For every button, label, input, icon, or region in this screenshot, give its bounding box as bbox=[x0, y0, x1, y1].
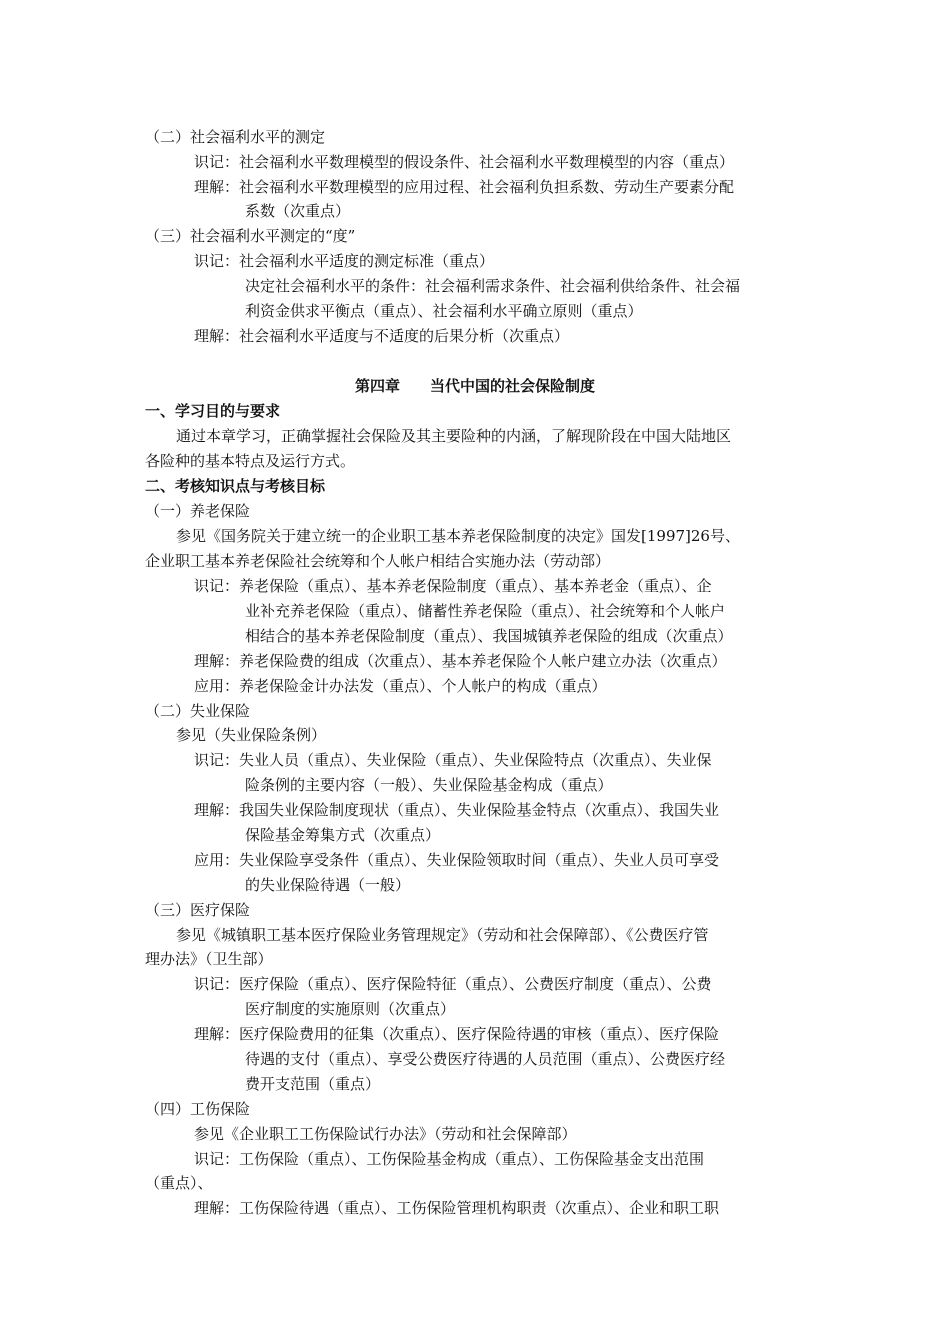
understand-line: 理解：社会福利水平数理模型的应用过程、社会福利负担系数、劳动生产要素分配 bbox=[194, 178, 735, 196]
recall-line-cont: （重点）、 bbox=[145, 1174, 213, 1192]
recall-line-cont: 决定社会福利水平的条件：社会福利需求条件、社会福利供给条件、社会福 bbox=[245, 277, 741, 295]
part-heading: 一、学习目的与要求 bbox=[145, 402, 281, 420]
understand-line: 理解：医疗保险费用的征集（次重点）、医疗保险待遇的审核（重点）、医疗保险 bbox=[194, 1025, 720, 1043]
reference-line: 参见《国务院关于建立统一的企业职工基本养老保险制度的决定》国发[1997]26号、 bbox=[176, 527, 740, 545]
recall-line-cont: 险条例的主要内容（一般）、失业保险基金构成（重点） bbox=[245, 776, 613, 794]
reference-line: 参见《城镇职工基本医疗保险业务管理规定》（劳动和社会保障部）、《公费医疗管 bbox=[176, 926, 709, 944]
understand-line: 理解：养老保险费的组成（次重点）、基本养老保险个人帐户建立办法（次重点） bbox=[194, 652, 727, 670]
understand-line-cont: 系数（次重点） bbox=[245, 202, 351, 220]
section-heading: （三）社会福利水平测定的“度” bbox=[145, 227, 356, 245]
section-heading: （一）养老保险 bbox=[145, 502, 251, 520]
recall-line-cont: 相结合的基本养老保险制度（重点）、我国城镇养老保险的组成（次重点） bbox=[245, 627, 733, 645]
section-heading: （四）工伤保险 bbox=[145, 1100, 251, 1118]
apply-line: 应用：养老保险金计办法发（重点）、个人帐户的构成（重点） bbox=[194, 677, 607, 695]
understand-line-cont: 保险基金筹集方式（次重点） bbox=[245, 826, 441, 844]
reference-line: 参见（失业保险条例） bbox=[176, 726, 327, 744]
apply-line-cont: 的失业保险待遇（一般） bbox=[245, 876, 411, 894]
understand-line-cont: 待遇的支付（重点）、享受公费医疗待遇的人员范围（重点）、公费医疗经 bbox=[245, 1050, 726, 1068]
reference-line-cont: 理办法》（卫生部） bbox=[145, 950, 273, 968]
understand-line: 理解：我国失业保险制度现状（重点）、失业保险基金特点（次重点）、我国失业 bbox=[194, 801, 720, 819]
section-heading: （二）失业保险 bbox=[145, 702, 251, 720]
recall-line: 识记：失业人员（重点）、失业保险（重点）、失业保险特点（次重点）、失业保 bbox=[194, 751, 712, 769]
recall-line-cont: 医疗制度的实施原则（次重点） bbox=[245, 1000, 456, 1018]
recall-line: 识记：社会福利水平适度的测定标准（重点） bbox=[194, 252, 495, 270]
recall-line-cont: 利资金供求平衡点（重点）、社会福利水平确立原则（重点） bbox=[245, 302, 643, 320]
chapter-title: 第四章 当代中国的社会保险制度 bbox=[354, 377, 595, 395]
reference-line-cont: 企业职工基本养老保险社会统筹和个人帐户相结合实施办法（劳动部） bbox=[145, 552, 611, 570]
section-heading: （二）社会福利水平的测定 bbox=[145, 128, 326, 146]
recall-line: 识记：医疗保险（重点）、医疗保险特征（重点）、公费医疗制度（重点）、公费 bbox=[194, 975, 712, 993]
understand-line-cont: 费开支范围（重点） bbox=[245, 1075, 381, 1093]
paragraph-line: 各险种的基本特点及运行方式。 bbox=[145, 452, 356, 470]
recall-line-cont: 业补充养老保险（重点）、储蓄性养老保险（重点）、社会统筹和个人帐户 bbox=[245, 602, 726, 620]
recall-line: 识记：社会福利水平数理模型的假设条件、社会福利水平数理模型的内容（重点） bbox=[194, 153, 735, 171]
recall-line: 识记：工伤保险（重点）、工伤保险基金构成（重点）、工伤保险基金支出范围 bbox=[194, 1150, 705, 1168]
apply-line: 应用：失业保险享受条件（重点）、失业保险领取时间（重点）、失业人员可享受 bbox=[194, 851, 720, 869]
recall-line: 识记：养老保险（重点）、基本养老保险制度（重点）、基本养老金（重点）、企 bbox=[194, 577, 712, 595]
understand-line: 理解：工伤保险待遇（重点）、工伤保险管理机构职责（次重点）、企业和职工职 bbox=[194, 1199, 720, 1217]
part-heading: 二、考核知识点与考核目标 bbox=[145, 477, 326, 495]
understand-line: 理解：社会福利水平适度与不适度的后果分析（次重点） bbox=[194, 327, 570, 345]
reference-line: 参见《企业职工工伤保险试行办法》（劳动和社会保障部） bbox=[194, 1125, 577, 1143]
section-heading: （三）医疗保险 bbox=[145, 901, 251, 919]
paragraph-line: 通过本章学习，正确掌握社会保险及其主要险种的内涵，了解现阶段在中国大陆地区 bbox=[176, 427, 732, 445]
